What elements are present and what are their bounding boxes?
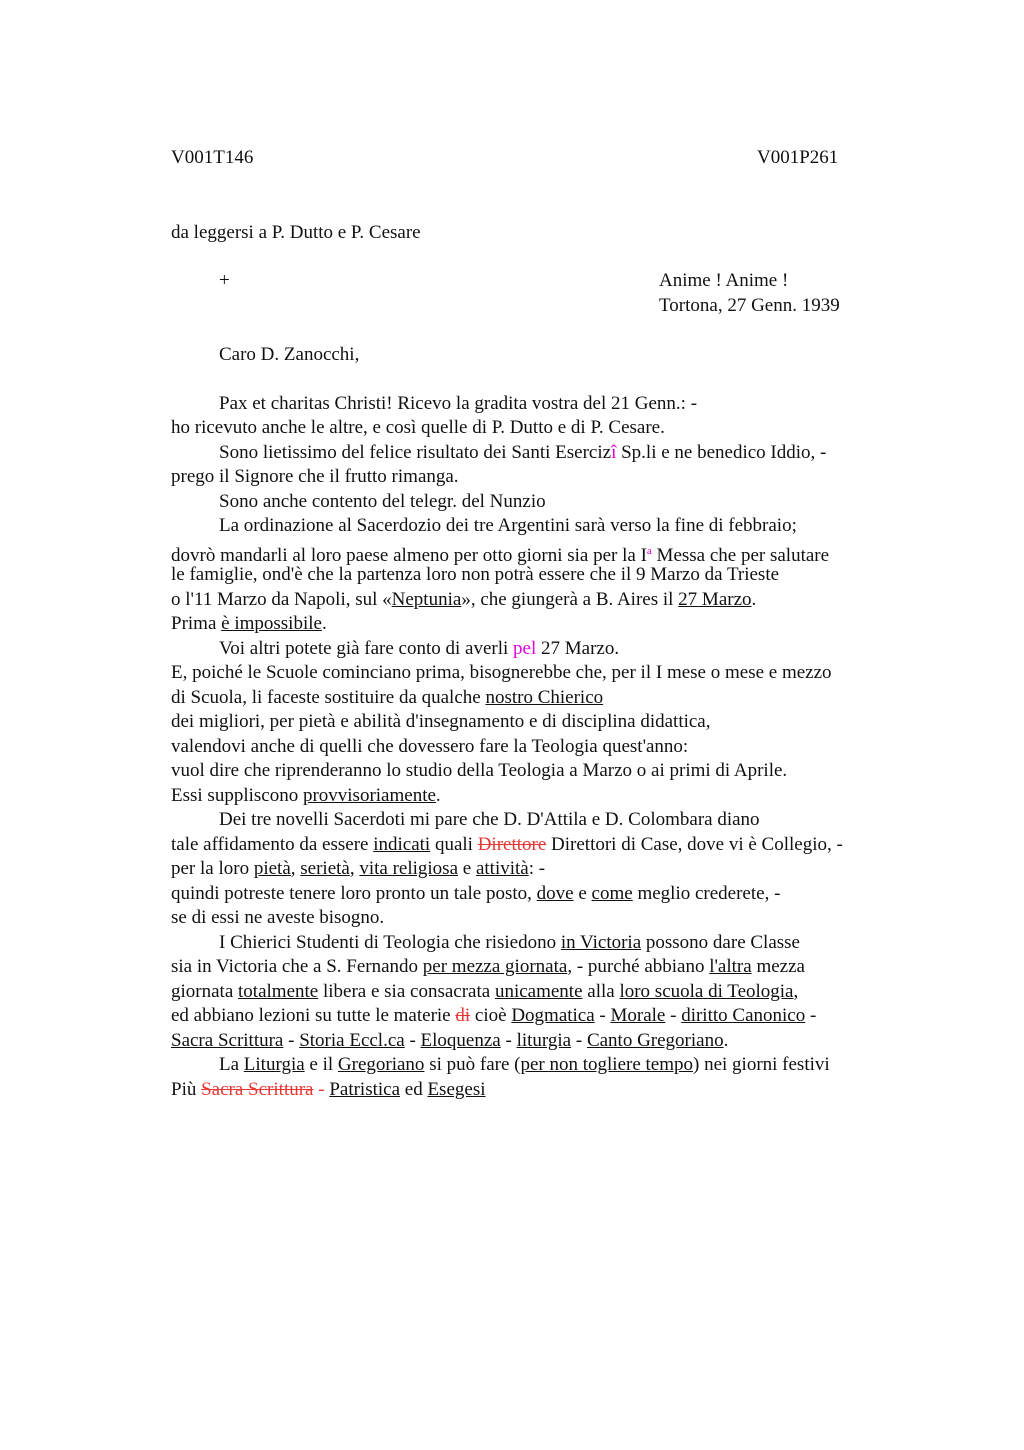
body-line: vuol dire che riprenderanno lo studio della Teologia a Marzo o ai primi di Aprile.	[171, 760, 788, 781]
body-line: giornata totalmente libera e sia consacrata unicamente alla loro scuola di Teologia,	[171, 981, 799, 1002]
deleted-text: di	[455, 1005, 471, 1026]
body-line: ho ricevuto anche le altre, e così quelle di P. Dutto e di P. Cesare.	[171, 417, 665, 438]
body-line: Voi altri potete già fare conto di averli pel 27 Marzo.	[219, 638, 620, 659]
body-line: E, poiché le Scuole cominciano prima, bisognerebbe che, per il I mese o mese e mezzo	[171, 662, 832, 683]
body-line: Pax et charitas Christi! Ricevo la gradita vostra del 21 Genn.: -	[219, 393, 698, 414]
motto: Anime ! Anime !	[659, 270, 789, 291]
header-right-code: V001P261	[757, 147, 839, 168]
body-line: dovrò mandarli al loro paese almeno per otto giorni sia per la $I^a$ Messa che per salutare	[171, 545, 830, 566]
insertion-mark: î	[611, 442, 617, 463]
body-line: se di essi ne aveste bisogno.	[171, 907, 385, 928]
body-line: di Scuola, li faceste sostituire da qualche nostro Chierico	[171, 687, 604, 708]
body-line: Essi suppliscono provvisoriamente.	[171, 785, 441, 806]
reading-note: da leggersi a P. Dutto e P. Cesare	[171, 222, 421, 243]
body-line: Sono anche contento del telegr. del Nunzio	[219, 491, 546, 512]
body-line: prego il Signore che il frutto rimanga.	[171, 466, 459, 487]
body-line: le famiglie, ond'è che la partenza loro non potrà essere che il 9 Marzo da Trieste	[171, 564, 780, 585]
body-line: o l'11 Marzo da Napoli, sul «Neptunia», che giungerà a B. Aires il 27 Marzo.	[171, 589, 757, 610]
cross-symbol: +	[219, 270, 230, 291]
salutation: Caro D. Zanocchi,	[219, 344, 360, 365]
body-line: tale affidamento da essere indicati quali Direttore Direttori di Case, dove vi è Collegio, -	[171, 834, 843, 855]
body-line: ed abbiano lezioni su tutte le materie di cioè Dogmatica - Morale - diritto Canonico -	[171, 1005, 817, 1026]
superscript-a: a	[646, 545, 652, 557]
body-line: I Chierici Studenti di Teologia che risiedono in Victoria possono dare Classe	[219, 932, 800, 953]
insertion-word: pel	[513, 638, 537, 659]
deleted-text: Direttore	[477, 834, 547, 855]
deleted-text: Sacra Scrittura	[201, 1079, 314, 1100]
body-line: dei migliori, per pietà e abilità d'insegnamento e di disciplina didattica,	[171, 711, 711, 732]
body-line: Sacra Scrittura - Storia Eccl.ca - Eloquenza - liturgia - Canto Gregoriano.	[171, 1030, 729, 1051]
body-line: valendovi anche di quelli che dovessero fare la Teologia quest'anno:	[171, 736, 689, 757]
place-date: Tortona, 27 Genn. 1939	[659, 295, 840, 316]
body-line: Più Sacra Scrittura - Patristica ed Esegesi	[171, 1079, 486, 1100]
body-line: Sono lietissimo del felice risultato dei Santi Esercizî Sp.li e ne benedico Iddio, -	[219, 442, 827, 463]
body-line: La Liturgia e il Gregoriano si può fare (per non togliere tempo) nei giorni festivi	[219, 1054, 830, 1075]
body-line: sia in Victoria che a S. Fernando per mezza giornata, - purché abbiano l'altra mezza	[171, 956, 805, 977]
body-line: La ordinazione al Sacerdozio dei tre Argentini sarà verso la fine di febbraio;	[219, 515, 797, 536]
body-line: Prima è impossibile.	[171, 613, 327, 634]
body-line: per la loro pietà, serietà, vita religiosa e attività: -	[171, 858, 546, 879]
body-line: Dei tre novelli Sacerdoti mi pare che D. D'Attila e D. Colombara diano	[219, 809, 760, 830]
body-line: quindi potreste tenere loro pronto un tale posto, dove e come meglio crederete, -	[171, 883, 781, 904]
header-left-code: V001T146	[171, 147, 254, 168]
